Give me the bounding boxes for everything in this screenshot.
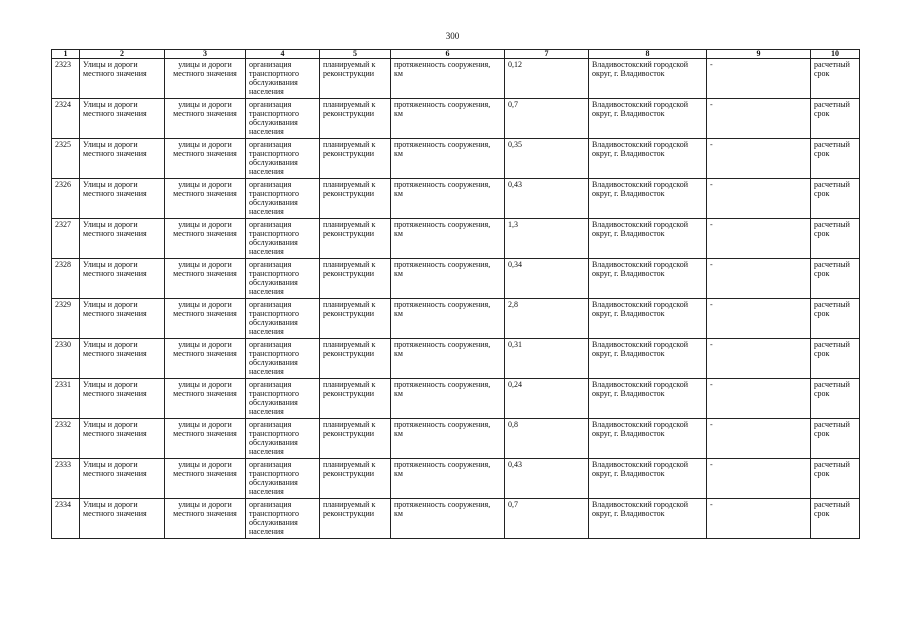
row-number: 2330	[52, 339, 80, 379]
row-number: 2333	[52, 459, 80, 499]
purpose-cell: организация транспортного обслуживания населения	[246, 379, 320, 419]
characteristic-cell: протяженность сооружения, км	[391, 339, 505, 379]
purpose-cell: организация транспортного обслуживания населения	[246, 219, 320, 259]
term-cell: расчетный срок	[811, 179, 860, 219]
object-kind-cell: улицы и дороги местного значения	[165, 459, 246, 499]
zone-cell: -	[707, 99, 811, 139]
object-kind-cell: улицы и дороги местного значения	[165, 339, 246, 379]
row-number: 2328	[52, 259, 80, 299]
status-cell: планируемый к реконструкции	[320, 139, 391, 179]
page-number: 300	[445, 31, 460, 41]
row-number: 2332	[52, 419, 80, 459]
location-cell: Владивостокский городской округ, г. Владивосток	[589, 419, 707, 459]
row-number: 2323	[52, 59, 80, 99]
column-header: 2	[80, 50, 165, 59]
characteristic-cell: протяженность сооружения, км	[391, 379, 505, 419]
term-cell: расчетный срок	[811, 459, 860, 499]
table-row	[52, 59, 860, 99]
value-cell: 0,34	[505, 259, 589, 299]
characteristic-cell: протяженность сооружения, км	[391, 419, 505, 459]
column-header: 9	[707, 50, 811, 59]
object-kind-cell: улицы и дороги местного значения	[165, 379, 246, 419]
column-header: 3	[165, 50, 246, 59]
row-number: 2327	[52, 219, 80, 259]
purpose-cell: организация транспортного обслуживания населения	[246, 299, 320, 339]
table-body	[52, 59, 860, 539]
status-cell: планируемый к реконструкции	[320, 219, 391, 259]
term-cell: расчетный срок	[811, 339, 860, 379]
location-cell: Владивостокский городской округ, г. Владивосток	[589, 139, 707, 179]
value-cell: 0,8	[505, 419, 589, 459]
object-type-cell: Улицы и дороги местного значения	[80, 419, 165, 459]
row-number: 2329	[52, 299, 80, 339]
zone-cell: -	[707, 339, 811, 379]
term-cell: расчетный срок	[811, 259, 860, 299]
table-row	[52, 299, 860, 339]
purpose-cell: организация транспортного обслуживания населения	[246, 459, 320, 499]
table-row	[52, 99, 860, 139]
column-header: 5	[320, 50, 391, 59]
object-kind-cell: улицы и дороги местного значения	[165, 179, 246, 219]
object-kind-cell: улицы и дороги местного значения	[165, 59, 246, 99]
object-type-cell: Улицы и дороги местного значения	[80, 179, 165, 219]
term-cell: расчетный срок	[811, 419, 860, 459]
location-cell: Владивостокский городской округ, г. Владивосток	[589, 259, 707, 299]
location-cell: Владивостокский городской округ, г. Владивосток	[589, 499, 707, 539]
object-type-cell: Улицы и дороги местного значения	[80, 259, 165, 299]
row-number: 2324	[52, 99, 80, 139]
registry-table	[51, 49, 860, 539]
table-row	[52, 459, 860, 499]
object-type-cell: Улицы и дороги местного значения	[80, 499, 165, 539]
column-header: 8	[589, 50, 707, 59]
value-cell: 0,31	[505, 339, 589, 379]
characteristic-cell: протяженность сооружения, км	[391, 499, 505, 539]
table-row	[52, 339, 860, 379]
object-kind-cell: улицы и дороги местного значения	[165, 419, 246, 459]
zone-cell: -	[707, 259, 811, 299]
row-number: 2326	[52, 179, 80, 219]
zone-cell: -	[707, 499, 811, 539]
object-kind-cell: улицы и дороги местного значения	[165, 259, 246, 299]
value-cell: 0,7	[505, 99, 589, 139]
location-cell: Владивостокский городской округ, г. Владивосток	[589, 99, 707, 139]
object-type-cell: Улицы и дороги местного значения	[80, 59, 165, 99]
object-type-cell: Улицы и дороги местного значения	[80, 459, 165, 499]
table-row	[52, 499, 860, 539]
zone-cell: -	[707, 379, 811, 419]
value-cell: 0,35	[505, 139, 589, 179]
term-cell: расчетный срок	[811, 499, 860, 539]
zone-cell: -	[707, 59, 811, 99]
value-cell: 0,43	[505, 179, 589, 219]
status-cell: планируемый к реконструкции	[320, 299, 391, 339]
value-cell: 0,24	[505, 379, 589, 419]
value-cell: 2,8	[505, 299, 589, 339]
zone-cell: -	[707, 459, 811, 499]
zone-cell: -	[707, 139, 811, 179]
status-cell: планируемый к реконструкции	[320, 179, 391, 219]
term-cell: расчетный срок	[811, 139, 860, 179]
characteristic-cell: протяженность сооружения, км	[391, 219, 505, 259]
row-number: 2334	[52, 499, 80, 539]
status-cell: планируемый к реконструкции	[320, 259, 391, 299]
zone-cell: -	[707, 179, 811, 219]
zone-cell: -	[707, 219, 811, 259]
value-cell: 0,7	[505, 499, 589, 539]
column-header: 4	[246, 50, 320, 59]
purpose-cell: организация транспортного обслуживания населения	[246, 499, 320, 539]
object-kind-cell: улицы и дороги местного значения	[165, 99, 246, 139]
status-cell: планируемый к реконструкции	[320, 499, 391, 539]
characteristic-cell: протяженность сооружения, км	[391, 139, 505, 179]
location-cell: Владивостокский городской округ, г. Владивосток	[589, 59, 707, 99]
table-row	[52, 139, 860, 179]
column-header: 7	[505, 50, 589, 59]
status-cell: планируемый к реконструкции	[320, 99, 391, 139]
row-number: 2325	[52, 139, 80, 179]
object-type-cell: Улицы и дороги местного значения	[80, 299, 165, 339]
object-kind-cell: улицы и дороги местного значения	[165, 139, 246, 179]
status-cell: планируемый к реконструкции	[320, 419, 391, 459]
characteristic-cell: протяженность сооружения, км	[391, 59, 505, 99]
table-row	[52, 259, 860, 299]
purpose-cell: организация транспортного обслуживания населения	[246, 179, 320, 219]
purpose-cell: организация транспортного обслуживания населения	[246, 59, 320, 99]
object-kind-cell: улицы и дороги местного значения	[165, 219, 246, 259]
term-cell: расчетный срок	[811, 219, 860, 259]
status-cell: планируемый к реконструкции	[320, 59, 391, 99]
object-type-cell: Улицы и дороги местного значения	[80, 139, 165, 179]
table-header	[52, 50, 860, 59]
purpose-cell: организация транспортного обслуживания населения	[246, 99, 320, 139]
object-type-cell: Улицы и дороги местного значения	[80, 219, 165, 259]
table-row	[52, 179, 860, 219]
characteristic-cell: протяженность сооружения, км	[391, 299, 505, 339]
column-header: 10	[811, 50, 860, 59]
characteristic-cell: протяженность сооружения, км	[391, 99, 505, 139]
location-cell: Владивостокский городской округ, г. Владивосток	[589, 459, 707, 499]
characteristic-cell: протяженность сооружения, км	[391, 259, 505, 299]
term-cell: расчетный срок	[811, 99, 860, 139]
value-cell: 0,43	[505, 459, 589, 499]
table-row	[52, 379, 860, 419]
location-cell: Владивостокский городской округ, г. Владивосток	[589, 379, 707, 419]
characteristic-cell: протяженность сооружения, км	[391, 179, 505, 219]
table-row	[52, 219, 860, 259]
object-type-cell: Улицы и дороги местного значения	[80, 99, 165, 139]
row-number: 2331	[52, 379, 80, 419]
zone-cell: -	[707, 299, 811, 339]
value-cell: 0,12	[505, 59, 589, 99]
characteristic-cell: протяженность сооружения, км	[391, 459, 505, 499]
term-cell: расчетный срок	[811, 299, 860, 339]
term-cell: расчетный срок	[811, 59, 860, 99]
purpose-cell: организация транспортного обслуживания населения	[246, 259, 320, 299]
term-cell: расчетный срок	[811, 379, 860, 419]
object-type-cell: Улицы и дороги местного значения	[80, 379, 165, 419]
location-cell: Владивостокский городской округ, г. Владивосток	[589, 299, 707, 339]
object-kind-cell: улицы и дороги местного значения	[165, 299, 246, 339]
purpose-cell: организация транспортного обслуживания населения	[246, 339, 320, 379]
column-header: 6	[391, 50, 505, 59]
header-row	[52, 50, 860, 59]
table-row	[52, 419, 860, 459]
purpose-cell: организация транспортного обслуживания населения	[246, 139, 320, 179]
status-cell: планируемый к реконструкции	[320, 339, 391, 379]
object-kind-cell: улицы и дороги местного значения	[165, 499, 246, 539]
status-cell: планируемый к реконструкции	[320, 459, 391, 499]
purpose-cell: организация транспортного обслуживания населения	[246, 419, 320, 459]
column-header: 1	[52, 50, 80, 59]
status-cell: планируемый к реконструкции	[320, 379, 391, 419]
location-cell: Владивостокский городской округ, г. Владивосток	[589, 179, 707, 219]
object-type-cell: Улицы и дороги местного значения	[80, 339, 165, 379]
zone-cell: -	[707, 419, 811, 459]
value-cell: 1,3	[505, 219, 589, 259]
location-cell: Владивостокский городской округ, г. Владивосток	[589, 219, 707, 259]
location-cell: Владивостокский городской округ, г. Владивосток	[589, 339, 707, 379]
